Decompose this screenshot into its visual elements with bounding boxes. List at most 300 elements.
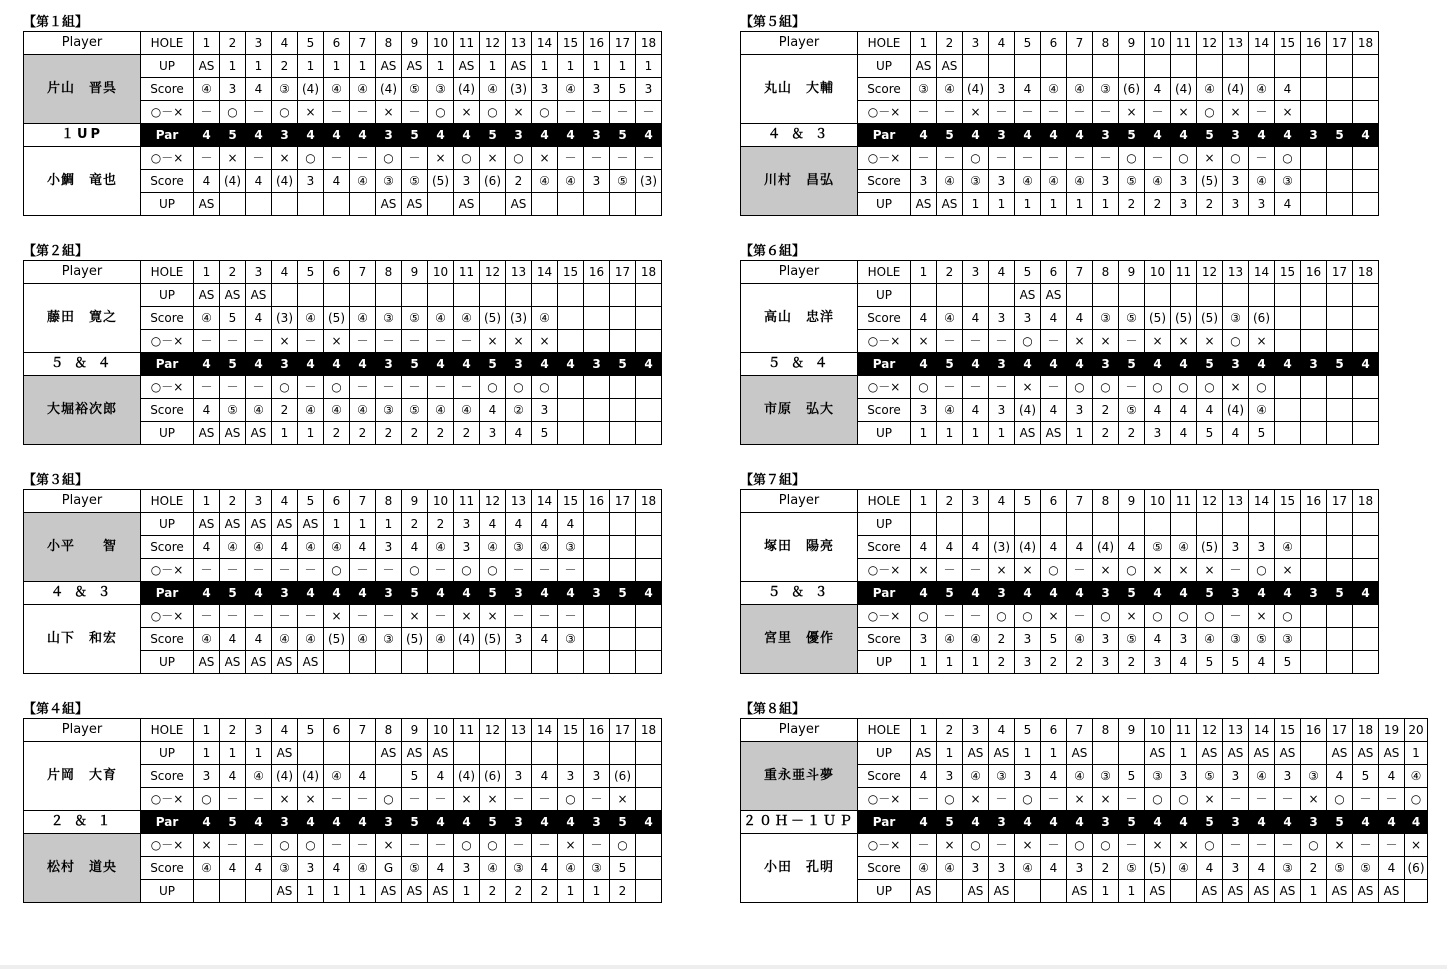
up-cell: 1 xyxy=(298,880,324,903)
row-label-up: UP xyxy=(858,422,911,445)
score-cell xyxy=(1327,628,1353,651)
ox-cell: － xyxy=(1249,147,1275,170)
par-cell: 3 xyxy=(272,811,298,834)
par-cell: 3 xyxy=(1223,124,1249,147)
ox-cell: － xyxy=(220,330,246,353)
up-cell xyxy=(220,193,246,216)
ox-cell: × xyxy=(506,101,532,124)
score-cell: ⑤ xyxy=(402,307,428,330)
par-cell: 4 xyxy=(350,353,376,376)
up-cell xyxy=(272,284,298,307)
row-label-ox: ○－× xyxy=(858,147,911,170)
up-cell xyxy=(532,193,558,216)
hole-number: 12 xyxy=(1197,490,1223,513)
score-cell xyxy=(1301,307,1327,330)
hole-number: 9 xyxy=(402,261,428,284)
score-cell: ④ xyxy=(1067,628,1093,651)
hole-number: 6 xyxy=(1041,261,1067,284)
match-result: ２ ＆ １ xyxy=(24,811,141,834)
up-cell xyxy=(937,513,963,536)
ox-cell: － xyxy=(1275,788,1301,811)
up-cell xyxy=(610,284,636,307)
ox-cell: － xyxy=(350,147,376,170)
score-cell: ③ xyxy=(272,857,298,880)
ox-cell: － xyxy=(1015,101,1041,124)
score-cell: (4) xyxy=(1093,536,1119,559)
score-cell: ③ xyxy=(911,78,937,101)
up-cell xyxy=(584,284,610,307)
score-cell: 4 xyxy=(402,536,428,559)
par-row xyxy=(24,582,662,605)
up-cell: 3 xyxy=(1223,193,1249,216)
ox-cell: － xyxy=(989,147,1015,170)
score-cell: ④ xyxy=(350,307,376,330)
par-cell: 4 xyxy=(532,582,558,605)
up-cell xyxy=(1301,284,1327,307)
group-title: 【第５組】 xyxy=(740,15,806,30)
hole-number: 16 xyxy=(584,32,610,55)
score-cell: ④ xyxy=(194,307,220,330)
row-label-ox: ○－× xyxy=(858,605,911,628)
score-cell xyxy=(558,399,584,422)
ox-cell: ○ xyxy=(1093,834,1119,857)
up-cell: AS xyxy=(1015,284,1041,307)
row-label-ox: ○－× xyxy=(858,788,911,811)
par-cell: 4 xyxy=(1275,582,1301,605)
ox-cell: × xyxy=(454,101,480,124)
par-cell: 4 xyxy=(1249,124,1275,147)
scorecard-table xyxy=(23,31,662,216)
up-cell: 1 xyxy=(324,55,350,78)
ox-cell: × xyxy=(911,330,937,353)
par-cell: 3 xyxy=(584,582,610,605)
player-name: 片山 晋呉 xyxy=(24,55,141,124)
par-cell: 4 xyxy=(246,582,272,605)
ox-cell: ○ xyxy=(1249,559,1275,582)
score-cell: 4 xyxy=(1041,857,1067,880)
row-label-ox: ○－× xyxy=(858,376,911,399)
par-cell: 4 xyxy=(454,353,480,376)
score-cell: ④ xyxy=(937,857,963,880)
par-cell: 5 xyxy=(1327,353,1353,376)
row-label-score: Score xyxy=(858,857,911,880)
up-cell xyxy=(506,742,532,765)
score-cell: ④ xyxy=(1249,765,1275,788)
ox-cell: － xyxy=(937,605,963,628)
ox-cell xyxy=(1301,330,1327,353)
scorecard-table xyxy=(740,489,1379,674)
score-cell: 4 xyxy=(1067,536,1093,559)
score-cell: ⑤ xyxy=(1119,307,1145,330)
score-cell: 3 xyxy=(558,765,584,788)
ox-cell: － xyxy=(246,376,272,399)
up-cell: 1 xyxy=(480,55,506,78)
par-cell: 4 xyxy=(532,811,558,834)
score-cell: (5) xyxy=(1145,307,1171,330)
up-cell xyxy=(584,651,610,674)
ox-cell xyxy=(1353,376,1379,399)
player-name: 松村 道央 xyxy=(24,834,141,903)
ox-cell xyxy=(1327,101,1353,124)
row-label-up: UP xyxy=(858,742,911,765)
score-cell: ④ xyxy=(1015,170,1041,193)
ox-cell: － xyxy=(937,559,963,582)
hole-number: 10 xyxy=(428,32,454,55)
up-cell xyxy=(584,513,610,536)
par-cell: 4 xyxy=(1015,353,1041,376)
score-cell: 3 xyxy=(220,78,246,101)
ox-cell xyxy=(1301,605,1327,628)
row-label-up: UP xyxy=(141,284,194,307)
par-cell: 3 xyxy=(989,811,1015,834)
score-cell: ④ xyxy=(350,628,376,651)
hole-number: 13 xyxy=(506,32,532,55)
player-name: 小鯛 竜也 xyxy=(24,147,141,216)
hole-number: 15 xyxy=(558,261,584,284)
up-cell: 2 xyxy=(610,880,636,903)
score-cell: 3 xyxy=(298,170,324,193)
ox-cell: － xyxy=(1119,330,1145,353)
up-cell xyxy=(1275,422,1301,445)
score-cell xyxy=(558,307,584,330)
hole-number: 6 xyxy=(324,261,350,284)
up-cell xyxy=(1197,513,1223,536)
ox-cell: － xyxy=(298,376,324,399)
ox-cell: × xyxy=(1249,330,1275,353)
row-label-ox: ○－× xyxy=(141,559,194,582)
ox-cell: × xyxy=(480,330,506,353)
hole-number: 18 xyxy=(1353,32,1379,55)
par-label: Par xyxy=(858,124,911,147)
up-cell xyxy=(1223,55,1249,78)
score-cell: ⑤ xyxy=(1119,170,1145,193)
ox-cell: ○ xyxy=(272,101,298,124)
up-cell xyxy=(558,193,584,216)
ox-cell: × xyxy=(480,788,506,811)
ox-cell: ○ xyxy=(1145,376,1171,399)
ox-cell: ○ xyxy=(1093,376,1119,399)
hole-number: 11 xyxy=(1171,490,1197,513)
hole-label: HOLE xyxy=(141,490,194,513)
score-cell: ④ xyxy=(1171,857,1197,880)
row-label-up: UP xyxy=(858,880,911,903)
score-cell: (4) xyxy=(454,628,480,651)
ox-cell: － xyxy=(937,376,963,399)
hole-number: 3 xyxy=(246,719,272,742)
score-cell: (5) xyxy=(1197,536,1223,559)
par-cell: 4 xyxy=(636,353,662,376)
score-cell: ④ xyxy=(1015,857,1041,880)
ox-cell: ○ xyxy=(558,788,584,811)
hole-number: 10 xyxy=(428,261,454,284)
hole-number: 15 xyxy=(1275,719,1301,742)
score-cell: (6) xyxy=(610,765,636,788)
ox-cell: ○ xyxy=(1015,330,1041,353)
par-cell: 4 xyxy=(532,353,558,376)
up-cell: AS xyxy=(1249,742,1275,765)
up-cell xyxy=(480,284,506,307)
par-cell: 4 xyxy=(350,811,376,834)
player-name: 小田 孔明 xyxy=(741,834,858,903)
par-cell: 4 xyxy=(1015,124,1041,147)
hole-number: 15 xyxy=(1275,261,1301,284)
ox-cell: ○ xyxy=(480,101,506,124)
hole-number: 13 xyxy=(506,719,532,742)
ox-cell: ○ xyxy=(532,376,558,399)
ox-cell: － xyxy=(1041,376,1067,399)
up-cell xyxy=(1249,55,1275,78)
score-cell: ③ xyxy=(1275,170,1301,193)
ox-cell: ○ xyxy=(963,834,989,857)
score-cell: 3 xyxy=(1067,857,1093,880)
hole-header-row xyxy=(741,490,1379,513)
score-cell xyxy=(376,765,402,788)
up-cell: AS xyxy=(937,55,963,78)
scorecard-table xyxy=(23,489,662,674)
ox-cell: ○ xyxy=(1067,834,1093,857)
up-cell xyxy=(610,422,636,445)
score-cell: ④ xyxy=(937,170,963,193)
up-cell xyxy=(558,284,584,307)
up-cell: AS xyxy=(1379,880,1405,903)
par-row xyxy=(741,353,1379,376)
ox-cell: － xyxy=(911,101,937,124)
score-cell: ③ xyxy=(376,628,402,651)
hole-number: 5 xyxy=(298,261,324,284)
score-cell: 5 xyxy=(610,78,636,101)
hole-number: 5 xyxy=(298,490,324,513)
ox-cell: － xyxy=(1119,834,1145,857)
up-cell: AS xyxy=(246,422,272,445)
score-cell xyxy=(584,307,610,330)
score-cell: 4 xyxy=(1171,399,1197,422)
score-cell: (5) xyxy=(402,628,428,651)
par-cell: 3 xyxy=(272,353,298,376)
par-cell: 3 xyxy=(584,353,610,376)
row-label-up: UP xyxy=(141,513,194,536)
up-cell: AS xyxy=(194,193,220,216)
score-cell: 4 xyxy=(246,78,272,101)
up-cell: 2 xyxy=(454,422,480,445)
par-cell: 4 xyxy=(636,811,662,834)
ox-cell: ○ xyxy=(1119,147,1145,170)
up-cell: 4 xyxy=(506,513,532,536)
up-cell xyxy=(480,193,506,216)
up-cell xyxy=(1249,284,1275,307)
up-cell xyxy=(636,422,662,445)
par-cell: 4 xyxy=(1145,582,1171,605)
hole-number: 6 xyxy=(1041,32,1067,55)
up-cell: 1 xyxy=(298,55,324,78)
score-cell: ⑤ xyxy=(402,170,428,193)
score-cell: 3 xyxy=(1171,765,1197,788)
score-cell: 4 xyxy=(1041,307,1067,330)
hole-number: 10 xyxy=(1145,261,1171,284)
up-cell: 2 xyxy=(532,880,558,903)
row-label-ox: ○－× xyxy=(858,101,911,124)
up-cell xyxy=(324,193,350,216)
ox-cell: － xyxy=(350,376,376,399)
up-cell xyxy=(1119,55,1145,78)
score-cell: 5 xyxy=(1353,765,1379,788)
up-cell: AS xyxy=(246,651,272,674)
score-cell: 2 xyxy=(506,170,532,193)
par-cell: 5 xyxy=(1197,124,1223,147)
up-cell xyxy=(1041,513,1067,536)
score-cell: 4 xyxy=(1197,399,1223,422)
ox-cell: ○ xyxy=(324,559,350,582)
score-cell xyxy=(1353,536,1379,559)
ox-cell: － xyxy=(402,330,428,353)
par-cell: 4 xyxy=(298,353,324,376)
hole-number: 16 xyxy=(584,490,610,513)
score-cell: 5 xyxy=(402,765,428,788)
player-header: Player xyxy=(24,261,141,284)
par-cell: 4 xyxy=(1275,353,1301,376)
up-cell: AS xyxy=(1223,880,1249,903)
up-cell xyxy=(298,193,324,216)
up-cell xyxy=(350,284,376,307)
up-cell xyxy=(506,651,532,674)
ox-cell: × xyxy=(937,834,963,857)
score-cell xyxy=(1353,78,1379,101)
hole-header-row xyxy=(24,261,662,284)
par-cell: 4 xyxy=(558,582,584,605)
hole-number: 15 xyxy=(558,719,584,742)
par-cell: 3 xyxy=(1223,353,1249,376)
score-cell: ④ xyxy=(246,399,272,422)
up-cell: 1 xyxy=(324,513,350,536)
score-cell: ⑤ xyxy=(402,399,428,422)
up-cell: AS xyxy=(272,513,298,536)
hole-header-row xyxy=(24,719,662,742)
up-cell: AS xyxy=(272,880,298,903)
up-cell: 1 xyxy=(1015,742,1041,765)
up-cell xyxy=(532,284,558,307)
score-cell xyxy=(1353,307,1379,330)
up-cell: AS xyxy=(376,880,402,903)
score-cell xyxy=(1353,628,1379,651)
ox-cell: － xyxy=(246,147,272,170)
ox-cell: － xyxy=(1067,559,1093,582)
score-cell: 4 xyxy=(1015,78,1041,101)
score-cell: 3 xyxy=(376,536,402,559)
ox-cell: ○ xyxy=(1275,605,1301,628)
par-cell: 4 xyxy=(246,353,272,376)
top-player-up-row xyxy=(24,742,662,765)
hole-number: 2 xyxy=(937,719,963,742)
par-cell: 4 xyxy=(194,124,220,147)
score-cell: ④ xyxy=(1249,170,1275,193)
up-cell xyxy=(1041,880,1067,903)
up-cell: AS xyxy=(298,513,324,536)
up-cell: 1 xyxy=(298,422,324,445)
match-result: ４ ＆ ３ xyxy=(741,124,858,147)
ox-cell: － xyxy=(1067,147,1093,170)
hole-number: 1 xyxy=(911,261,937,284)
hole-header-row xyxy=(741,32,1379,55)
ox-cell: － xyxy=(272,559,298,582)
hole-number: 9 xyxy=(1119,719,1145,742)
hole-number: 18 xyxy=(636,719,662,742)
par-cell: 4 xyxy=(454,124,480,147)
par-cell: 5 xyxy=(402,124,428,147)
ox-cell: － xyxy=(1223,559,1249,582)
score-cell: ③ xyxy=(376,170,402,193)
hole-number: 16 xyxy=(584,719,610,742)
ox-cell: － xyxy=(1041,788,1067,811)
up-cell xyxy=(1119,513,1145,536)
par-cell: 5 xyxy=(937,124,963,147)
row-label-up: UP xyxy=(141,422,194,445)
ox-cell: ○ xyxy=(1171,147,1197,170)
up-cell: AS xyxy=(1145,880,1171,903)
row-label-up: UP xyxy=(858,55,911,78)
score-cell: 3 xyxy=(506,628,532,651)
par-cell: 4 xyxy=(428,353,454,376)
hole-number: 8 xyxy=(1093,719,1119,742)
ox-cell: × xyxy=(963,788,989,811)
up-cell: AS xyxy=(1197,880,1223,903)
score-cell: ③ xyxy=(584,857,610,880)
ox-cell: － xyxy=(558,605,584,628)
up-cell: AS xyxy=(272,742,298,765)
ox-cell: － xyxy=(1223,605,1249,628)
ox-cell: － xyxy=(298,559,324,582)
score-cell: (5) xyxy=(324,628,350,651)
up-cell xyxy=(1197,284,1223,307)
hole-number: 14 xyxy=(1249,719,1275,742)
par-cell: 5 xyxy=(220,811,246,834)
par-cell: 3 xyxy=(1093,353,1119,376)
ox-cell: － xyxy=(428,605,454,628)
player-name: 大堀裕次郎 xyxy=(24,376,141,445)
par-cell: 4 xyxy=(1145,124,1171,147)
score-cell: 3 xyxy=(532,399,558,422)
player-header: Player xyxy=(741,32,858,55)
ox-cell xyxy=(584,605,610,628)
up-cell xyxy=(428,651,454,674)
par-cell: 5 xyxy=(1119,811,1145,834)
ox-cell: － xyxy=(246,330,272,353)
ox-cell: － xyxy=(558,101,584,124)
par-cell: 3 xyxy=(506,811,532,834)
up-cell xyxy=(324,284,350,307)
up-cell: AS xyxy=(1015,422,1041,445)
up-cell: 1 xyxy=(610,55,636,78)
up-cell: 1 xyxy=(428,55,454,78)
up-cell: AS xyxy=(1041,422,1067,445)
score-cell xyxy=(1327,307,1353,330)
par-cell: 4 xyxy=(1353,582,1379,605)
score-cell: ④ xyxy=(532,536,558,559)
score-cell: ④ xyxy=(532,170,558,193)
row-label-score: Score xyxy=(858,399,911,422)
up-cell: 2 xyxy=(989,651,1015,674)
score-cell xyxy=(584,399,610,422)
score-cell: ④ xyxy=(1067,765,1093,788)
ox-cell: ○ xyxy=(506,147,532,170)
par-cell: 4 xyxy=(911,811,937,834)
hole-number: 8 xyxy=(376,261,402,284)
score-cell: (4) xyxy=(298,765,324,788)
par-cell: 4 xyxy=(1041,124,1067,147)
ox-cell xyxy=(584,330,610,353)
par-cell: 4 xyxy=(194,811,220,834)
up-cell: 5 xyxy=(1223,651,1249,674)
up-cell: 5 xyxy=(532,422,558,445)
up-cell: 2 xyxy=(1119,422,1145,445)
